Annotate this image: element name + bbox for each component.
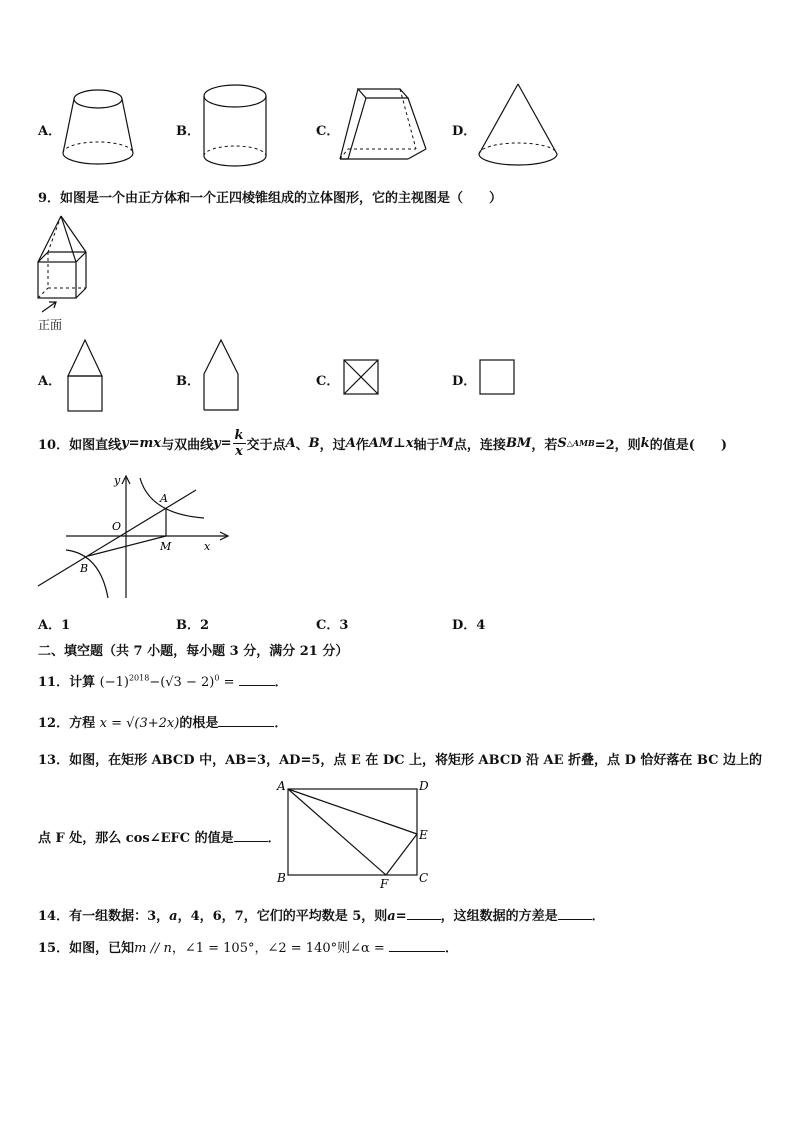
q12-stem-suffix: 的根是 — [179, 716, 219, 731]
q10-text-4: ，过 — [319, 437, 346, 453]
q14-a2: a — [387, 909, 396, 924]
q12-equation: x = √(3+2x) — [99, 716, 180, 731]
q13-stem-text: 如图，在矩形 ABCD 中，AB=3，AD=5，点 E 在 DC 上，将矩形 ABCD 沿 AE 折叠，点 D 恰好落在 BC 边上的 — [69, 753, 763, 768]
q10-frac-den: x — [235, 443, 243, 459]
q10-option-b[interactable]: B．2 — [176, 618, 210, 633]
q14-text-3: = — [395, 909, 407, 924]
q12-stem — [38, 712, 287, 731]
q14-text-2: ，4，6，7，它们的平均数是 5，则 — [177, 909, 388, 924]
q10-frac-num: k — [234, 427, 244, 443]
q15-text-2: ，∠1 = 105°，∠2 = 140°则∠α = — [171, 941, 389, 956]
q9-option-b-figure — [202, 338, 242, 414]
q10-stem — [38, 425, 727, 461]
q12-number: 12． — [38, 716, 70, 731]
q9-option-a-figure — [66, 338, 106, 414]
q13-label-e: E — [419, 828, 428, 842]
q9-front-label: 正面 — [38, 318, 63, 332]
q13-label-f: F — [380, 877, 389, 891]
q10-sep1: 、 — [295, 437, 309, 453]
q15-stem — [38, 937, 458, 956]
q10-graph-o-label: O — [112, 520, 122, 533]
q10-text-2: 与双曲线 — [161, 437, 214, 453]
q14-answer-blank-a[interactable] — [407, 907, 441, 920]
q15-answer-blank[interactable] — [389, 939, 445, 952]
q14-a1: a — [169, 909, 178, 924]
q13-stem-text-2: 点 F 处，那么 cos∠EFC 的值是 — [38, 831, 234, 846]
q14-text-4: ，这组数据的方差是 — [440, 909, 558, 924]
q9-option-d-figure — [478, 358, 518, 398]
q8-frustum-figure — [60, 85, 140, 170]
q13-label-c: C — [419, 871, 429, 885]
q9-solid-figure — [32, 212, 97, 312]
q13-label-d: D — [419, 779, 429, 793]
q8-cylinder-figure — [200, 82, 275, 172]
q11-expr-c: = — [219, 675, 239, 690]
q11-exp1: 2018 — [128, 673, 150, 683]
q10-option-c[interactable]: C．3 — [316, 618, 349, 633]
q15-text-1: 如图，已知 — [69, 941, 135, 956]
q13-stem-2 — [38, 827, 281, 846]
q11-stem — [38, 671, 288, 690]
q10-fraction — [233, 428, 246, 459]
q8-option-d-label[interactable]: D． — [452, 124, 477, 139]
q11-exp2: 0 — [214, 673, 220, 683]
q10-s: S — [557, 435, 567, 451]
q13-label-b: B — [277, 871, 286, 885]
q13-answer-blank[interactable] — [234, 829, 268, 842]
q13-rectangle-figure — [274, 776, 434, 890]
q10-pt-b: B — [308, 435, 320, 451]
q13-label-a: A — [277, 779, 286, 793]
q10-text-9: =2，则 — [594, 437, 641, 453]
q13-number: 13． — [38, 753, 70, 768]
q11-number: 11． — [38, 675, 70, 690]
q10-am: AM — [368, 435, 394, 451]
q9-stem — [38, 187, 502, 206]
q9-option-c-figure — [342, 358, 382, 398]
q12-answer-blank[interactable] — [218, 714, 274, 727]
q10-text-8: ，若 — [531, 437, 558, 453]
q15-number: 15． — [38, 941, 70, 956]
q10-pt-a2: A — [345, 435, 356, 451]
q12-prefix: 方程 — [69, 716, 96, 731]
q9-stem-text: 如图是一个由正方体和一个正四棱锥组成的立体图形，它的主视图是（ ） — [60, 191, 503, 206]
q13-stem — [38, 749, 762, 768]
q13-suffix: ． — [267, 831, 281, 846]
q11-expr-b: −(√3 − 2) — [149, 675, 215, 690]
q10-text-6: 轴于 — [413, 437, 440, 453]
q10-y-eq: y= — [213, 435, 232, 451]
section-2-title: 二、填空题（共 7 小题，每小题 3 分，满分 21 分） — [38, 644, 349, 659]
q8-option-a-label[interactable]: A． — [38, 124, 62, 139]
q8-option-b-label[interactable]: B． — [176, 124, 200, 139]
q10-line-eq: y=mx — [121, 435, 162, 451]
q10-option-a[interactable]: A．1 — [38, 618, 71, 633]
q14-stem — [38, 905, 605, 924]
q11-prefix: 计算 — [69, 675, 96, 690]
q10-pt-a: A — [285, 435, 296, 451]
q9-number: 9． — [38, 191, 61, 206]
q12-suffix: ． — [274, 716, 288, 731]
q15-mn: m // n — [134, 941, 172, 956]
q11-expr-a: (−1) — [99, 675, 129, 690]
q10-graph-b-label: B — [80, 562, 89, 575]
q9-option-a-label[interactable]: A． — [38, 374, 62, 389]
q14-text-1: 有一组数据：3， — [69, 909, 170, 924]
q9-option-b-label[interactable]: B． — [176, 374, 200, 389]
q10-number: 10． — [38, 437, 70, 453]
q10-graph — [36, 470, 236, 602]
q10-s-sub: △AMB — [566, 438, 595, 448]
q11-suffix: ． — [274, 675, 288, 690]
q10-m: M — [439, 435, 454, 451]
q10-graph-y-label: y — [114, 474, 121, 487]
q10-text-1: 如图直线 — [69, 437, 122, 453]
q10-bm: BM — [505, 435, 532, 451]
q14-answer-blank-variance[interactable] — [558, 907, 592, 920]
q14-number: 14． — [38, 909, 70, 924]
q8-cone-figure — [476, 82, 561, 172]
q10-text-5: 作 — [355, 437, 369, 453]
q10-graph-a-label: A — [160, 492, 168, 505]
q11-answer-blank[interactable] — [239, 673, 275, 686]
q10-graph-x-label: x — [204, 540, 211, 553]
q9-option-d-label[interactable]: D． — [452, 374, 477, 389]
q14-suffix: ． — [591, 909, 605, 924]
q10-k: k — [640, 435, 650, 451]
q10-text-3: 交于点 — [246, 437, 286, 453]
q15-suffix: ． — [444, 941, 458, 956]
q8-prism-frustum-figure — [338, 84, 433, 169]
q10-perp: ⊥x — [393, 435, 414, 451]
q8-option-c-label[interactable]: C． — [316, 124, 340, 139]
q10-graph-m-label: M — [160, 540, 172, 553]
q9-option-c-label[interactable]: C． — [316, 374, 340, 389]
q10-text-10: 的值是( ) — [649, 437, 727, 453]
q10-text-7: 点，连接 — [453, 437, 506, 453]
q10-option-d[interactable]: D．4 — [452, 618, 486, 633]
